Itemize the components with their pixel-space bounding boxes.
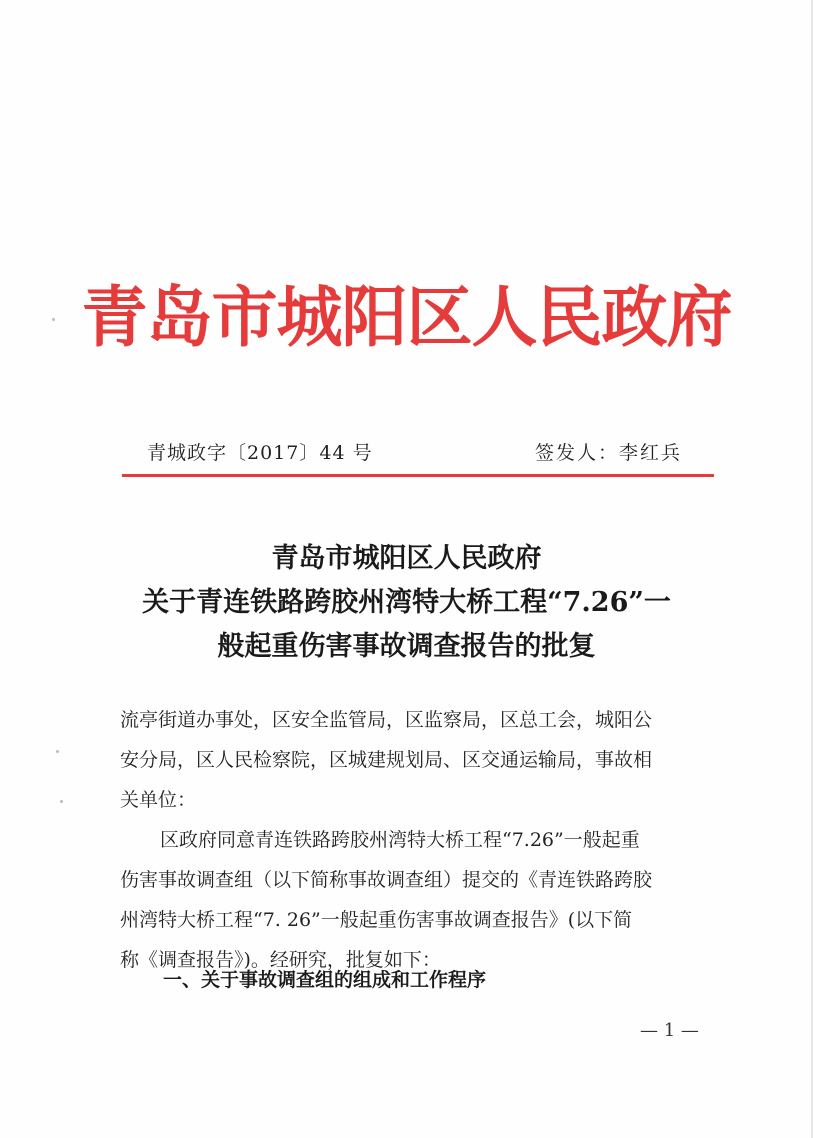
paragraph-line: 伤害事故调查组（以下简称事故调查组）提交的《青连铁路跨胶	[120, 869, 653, 891]
document-title	[0, 537, 813, 669]
addressee-line: 关单位：	[120, 789, 197, 811]
red-separator-line	[122, 474, 714, 477]
issuing-organization-heading: 青岛市城阳区人民政府	[81, 278, 732, 356]
document-number: 青城政字〔2017〕44 号	[147, 442, 373, 464]
paragraph-line: 称《调查报告》)。经研究，批复如下：	[120, 949, 441, 971]
signer	[535, 438, 682, 465]
page-number: — 1 —	[640, 1020, 699, 1041]
title-line: 般起重伤害事故调查报告的批复	[217, 631, 596, 662]
title-line: 关于青连铁路跨胶州湾特大桥工程“7.26”一	[142, 587, 671, 618]
paragraph-line: 州湾特大桥工程“7. 26”一般起重伤害事故调查报告》(以下简	[120, 909, 633, 931]
body-paragraph	[120, 820, 714, 980]
addressee-block	[120, 700, 714, 820]
addressee-line: 安分局，区人民检察院，区城建规划局、区交通运输局，事故相	[120, 749, 653, 771]
paragraph-line: 区政府同意青连铁路跨胶州湾特大桥工程“7.26”一般起重	[160, 829, 640, 851]
scan-speck	[60, 800, 63, 803]
addressee-line: 流亭街道办事处，区安全监管局，区监察局，区总工会，城阳公	[120, 709, 653, 731]
section-heading: 一、关于事故调查组的组成和工作程序	[163, 969, 487, 991]
scan-speck	[56, 750, 59, 753]
signer-label: 签发人：	[535, 442, 620, 464]
signer-name: 李红兵	[619, 442, 683, 464]
title-line: 青岛市城阳区人民政府	[271, 543, 542, 574]
